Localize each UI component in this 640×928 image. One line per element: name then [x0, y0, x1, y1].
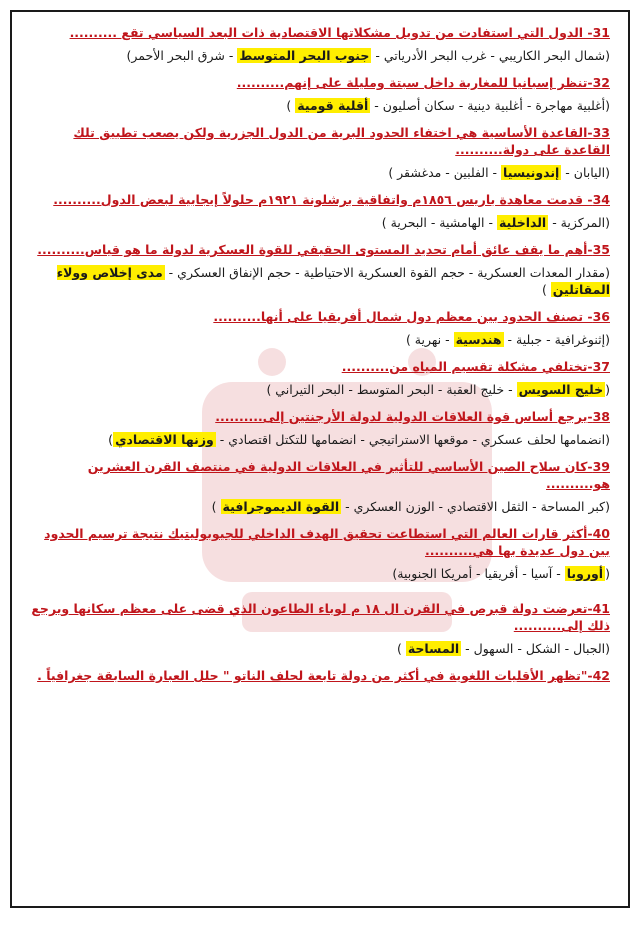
highlighted-answer: القوة الديموجرافية — [222, 499, 340, 514]
highlighted-answer: الداخلية — [498, 215, 547, 230]
answer-options: (انضمامها لحلف عسكري - موقعها الاستراتيجي - انضمامها للتكتل اقتصادي - وزنها الاقتصادي) — [108, 432, 610, 447]
answer-options: (مقدار المعدات العسكرية - حجم القوة العسكرية الاحتياطية - حجم الإنفاق العسكري - مدى إخلاص وولاء المقاتلين ) — [56, 265, 610, 297]
highlighted-answer: وزنها الاقتصادي — [115, 432, 214, 447]
question-block — [28, 408, 610, 448]
worksheet-page — [10, 10, 630, 908]
answer-options: (المركزية - الداخلية - الهامشية - البحرية ) — [381, 215, 610, 230]
question-text: 40-أكثر قارات العالم التي استطاعت تحقيق الهدف الداخلي للجيوبوليتيك نتيجة ترسيم الحدود بين دول عديدة بها هي.......... — [44, 526, 610, 558]
highlighted-answer: أوروبا — [566, 566, 604, 581]
question-block — [28, 124, 610, 181]
question-block — [28, 600, 610, 657]
highlighted-answer: أقلية قومية — [297, 98, 369, 113]
answer-options: (أغلبية مهاجرة - أغلبية دينية - سكان أصليون - أقلية قومية ) — [286, 98, 610, 113]
question-text: 42-"تظهر الأقليات اللغوية في أكثر من دولة تابعة لحلف الناتو " حلل العبارة السابقة جغرافياً . — [37, 668, 610, 683]
question-block — [28, 24, 610, 64]
highlighted-answer: خليج السويس — [518, 382, 604, 397]
question-text: 37-تختلفي مشكلة تقسيم المياه من.......... — [341, 359, 610, 374]
highlighted-answer: جنوب البحر المتوسط — [239, 48, 370, 63]
questions-list — [12, 12, 628, 684]
question-block — [28, 358, 610, 398]
question-text: 32-تنظر إسبانيا للمغاربة داخل سبتة ومليلة على إنهم.......... — [236, 75, 610, 90]
question-text: 31- الدول التي استفادت من تدويل مشكلاتها الاقتصادية ذات البعد السياسي تقع .......... — [69, 25, 610, 40]
question-text: 41-تعرضت دولة قبرص في القرن ال ١٨ م لوباء الطاعون الذي قضى على معظم سكانها ويرجع ذلك إلى.......... — [31, 601, 610, 633]
question-block — [28, 74, 610, 114]
question-text: 35-أهم ما يقف عائق أمام تحديد المستوى الحقيقي للقوة العسكرية لدولة ما هو قياس.......... — [37, 242, 610, 257]
question-block — [28, 458, 610, 515]
question-block — [28, 191, 610, 231]
question-block — [28, 525, 610, 582]
highlighted-answer: إندونيسيا — [503, 165, 560, 180]
highlighted-answer: هندسية — [455, 332, 502, 347]
highlighted-answer: المساحة — [407, 641, 460, 656]
question-text: 38-يرجع أساس قوة العلاقات الدولية لدولة الأرجنتين إلى.......... — [215, 409, 610, 424]
question-block — [28, 308, 610, 348]
answer-options: (كبر المساحة - الثقل الاقتصادي - الوزن العسكري - القوة الديموجرافية ) — [211, 499, 610, 514]
question-text: 39-كان سلاح الصين الأساسي للتأثير في العلاقات الدولية في منتصف القرن العشرين هو.......... — [87, 459, 610, 491]
question-block — [28, 241, 610, 298]
answer-options: (اليابان - إندونيسيا - الفلبين - مدغشقر ) — [388, 165, 610, 180]
answer-options: (خليج السويس - خليج العقبة - البحر المتوسط - البحر التيراني ) — [266, 382, 610, 397]
question-text: 36- تصنف الحدود بين معظم دول شمال أفريقيا على أنها.......... — [213, 309, 610, 324]
question-block — [28, 667, 610, 684]
question-text: 34- قدمت معاهدة باريس ١٨٥٦م واتفاقية برشلونة ١٩٢١م حلولاً إيجابية لبعض الدول.......... — [53, 192, 610, 207]
answer-options: (أوروبا - آسيا - أفريقيا - أمريكا الجنوبية) — [392, 566, 610, 581]
answer-options: (الجبال - الشكل - السهول - المساحة ) — [396, 641, 610, 656]
highlighted-answer: مدى إخلاص وولاء المقاتلين — [56, 265, 610, 297]
answer-options: (شمال البحر الكاريبي - غرب البحر الأدرياتي - جنوب البحر المتوسط - شرق البحر الأحمر) — [126, 48, 610, 63]
answer-options: (إثنوغرافية - جبلية - هندسية - نهرية ) — [405, 332, 610, 347]
question-text: 33-القاعدة الأساسية هي اختفاء الحدود البرية من الدول الجزرية ولكن يصعب تطبيق تلك القاعدة على دولة.......... — [73, 125, 610, 157]
